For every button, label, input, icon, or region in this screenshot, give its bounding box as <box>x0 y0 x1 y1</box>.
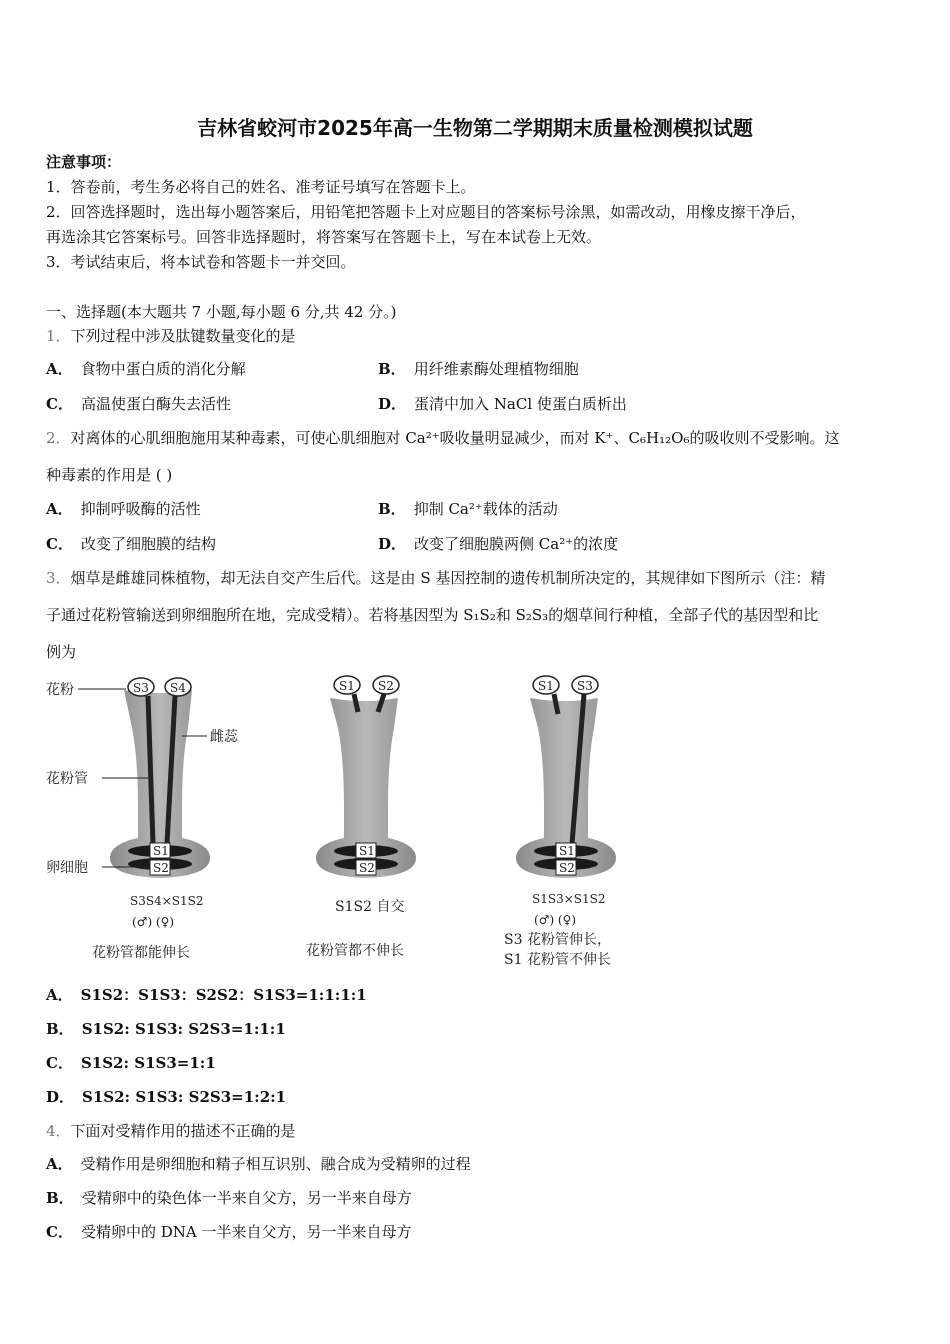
egg-label: S1 <box>359 844 375 858</box>
label-pistil: 雌蕊 <box>210 729 238 745</box>
cross-label: S1S3×S1S2 <box>532 892 606 906</box>
question-stem: 下列过程中涉及肽键数量变化的是 <box>70 327 296 345</box>
label-pollen: 花粉 <box>46 682 74 698</box>
option-label: B． <box>46 1189 74 1207</box>
option-text: 食物中蛋白质的消化分解 <box>80 360 246 378</box>
sex-label: (♂) (♀) <box>534 913 577 927</box>
label-pollen-tube: 花粉管 <box>46 771 88 787</box>
page-title: 吉林省蛟河市2025年高一生物第二学期期末质量检测模拟试题 <box>197 116 753 140</box>
egg-label: S2 <box>153 861 169 875</box>
option[interactable] <box>46 394 231 414</box>
option-label: A． <box>46 360 73 378</box>
option-label: C． <box>46 395 73 413</box>
question-stem: 对离体的心肌细胞施用某种毒素，可使心肌细胞对 Ca²⁺吸收量明显减少，而对 K⁺、C₆H₁₂O₆的吸收则不受影响。这 <box>70 429 840 447</box>
option[interactable] <box>378 499 558 519</box>
option-label: B． <box>378 500 406 518</box>
panel-caption: 花粉管都不伸长 <box>306 943 404 959</box>
egg-label: S1 <box>153 844 169 858</box>
question-4 <box>46 1121 296 1141</box>
option-text: 用纤维素酶处理植物细胞 <box>413 360 579 378</box>
option-text: 受精作用是卵细胞和精子相互识别、融合成为受精卵的过程 <box>80 1155 471 1173</box>
option-label: D． <box>46 1088 75 1106</box>
cross-label: S3S4×S1S2 <box>130 894 204 908</box>
question-stem: 下面对受精作用的描述不正确的是 <box>70 1122 296 1140</box>
question-stem-cont: 子通过花粉管输送到卵细胞所在地，完成受精）。若将基因型为 S₁S₂和 S₂S₃的烟草间行种植，全部子代的基因型和比 <box>46 606 819 624</box>
cross-label: S1S2 自交 <box>335 899 405 915</box>
pollen-label: S3 <box>133 681 149 695</box>
option-label: C． <box>46 535 73 553</box>
option[interactable] <box>46 359 246 379</box>
option[interactable] <box>46 534 216 554</box>
option[interactable] <box>378 394 627 414</box>
option-label: C． <box>46 1054 73 1072</box>
pollen-label: S1 <box>339 679 355 693</box>
sex-label: (♂) (♀) <box>132 915 175 929</box>
question-stem-cont: 种毒素的作用是 ( ) <box>46 466 173 484</box>
panel-caption: 花粉管都能伸长 <box>92 945 190 961</box>
option-text: 蛋清中加入 NaCl 使蛋白质析出 <box>414 395 627 413</box>
notice-item: 再选涂其它答案标号。回答非选择题时，将答案写在答题卡上，写在本试卷上无效。 <box>46 228 602 246</box>
question-stem-cont: 例为 <box>46 643 77 661</box>
option-text: 受精卵中的 DNA 一半来自父方，另一半来自母方 <box>80 1223 412 1241</box>
option-label: A． <box>46 500 73 518</box>
option-text: 抑制 Ca²⁺载体的活动 <box>413 500 558 518</box>
notice-item: 2．回答选择题时，选出每小题答案后，用铅笔把答题卡上对应题目的答案标号涂黑，如需改动，用橡皮擦干净后， <box>46 203 806 221</box>
panel-caption: S3 花粉管伸长， <box>504 932 611 948</box>
question-number: 3． <box>46 569 71 587</box>
option-label: D． <box>378 535 407 553</box>
option[interactable] <box>46 1154 471 1174</box>
question-1 <box>46 326 296 346</box>
option[interactable] <box>46 985 367 1005</box>
option[interactable] <box>46 1222 411 1242</box>
option-text: 受精卵中的染色体一半来自父方，另一半来自母方 <box>81 1189 412 1207</box>
option-label: A． <box>46 1155 73 1173</box>
option[interactable] <box>378 359 579 379</box>
option-text: S1S2：S1S3：S2S2：S1S3=1:1:1:1 <box>80 986 367 1004</box>
option[interactable] <box>378 534 618 554</box>
question-stem: 烟草是雌雄同株植物，却无法自交产生后代。这是由 S 基因控制的遗传机制所决定的，其规律如下图所示（注：精 <box>70 569 826 587</box>
question-3 <box>46 568 825 588</box>
pollen-label: S3 <box>577 679 593 693</box>
egg-label: S1 <box>559 844 575 858</box>
pollen-label: S1 <box>538 679 554 693</box>
option[interactable] <box>46 1087 286 1107</box>
option[interactable] <box>46 1019 286 1039</box>
option-label: B． <box>378 360 406 378</box>
question-number: 2． <box>46 429 71 447</box>
notice-item: 1．答卷前，考生务必将自己的姓名、准考证号填写在答题卡上。 <box>46 178 476 196</box>
option-text: 高温使蛋白酶失去活性 <box>80 395 231 413</box>
question-number: 4． <box>46 1122 71 1140</box>
notice-heading: 注意事项： <box>46 153 122 171</box>
option[interactable] <box>46 1188 412 1208</box>
section-heading: 一、选择题(本大题共 7 小题,每小题 6 分,共 42 分。) <box>46 303 397 321</box>
label-egg: 卵细胞 <box>46 860 88 876</box>
option-label: C． <box>46 1223 73 1241</box>
pollen-label: S4 <box>170 681 186 695</box>
pollen-tube-figure <box>40 668 660 973</box>
egg-label: S2 <box>359 861 375 875</box>
option-text: 改变了细胞膜两侧 Ca²⁺的浓度 <box>414 535 619 553</box>
option[interactable] <box>46 1053 216 1073</box>
panel-3 <box>504 676 616 968</box>
question-number: 1． <box>46 327 71 345</box>
pollen-label: S2 <box>378 679 394 693</box>
option-text: S1S2: S1S3=1:1 <box>80 1054 216 1072</box>
option-text: S1S2: S1S3: S2S3=1:2:1 <box>82 1088 287 1106</box>
panel-caption: S1 花粉管不伸长 <box>504 952 611 968</box>
panel-1 <box>92 678 210 961</box>
option-text: 抑制呼吸酶的活性 <box>80 500 201 518</box>
egg-label: S2 <box>559 861 575 875</box>
option-text: S1S2: S1S3: S2S3=1:1:1 <box>81 1020 286 1038</box>
question-2 <box>46 428 839 448</box>
option-text: 改变了细胞膜的结构 <box>80 535 216 553</box>
option-label: A． <box>46 986 73 1004</box>
panel-2 <box>306 676 416 959</box>
option-label: D． <box>378 395 407 413</box>
notice-item: 3．考试结束后，将本试卷和答题卡一并交回。 <box>46 253 356 271</box>
option-label: B． <box>46 1020 74 1038</box>
option[interactable] <box>46 499 201 519</box>
